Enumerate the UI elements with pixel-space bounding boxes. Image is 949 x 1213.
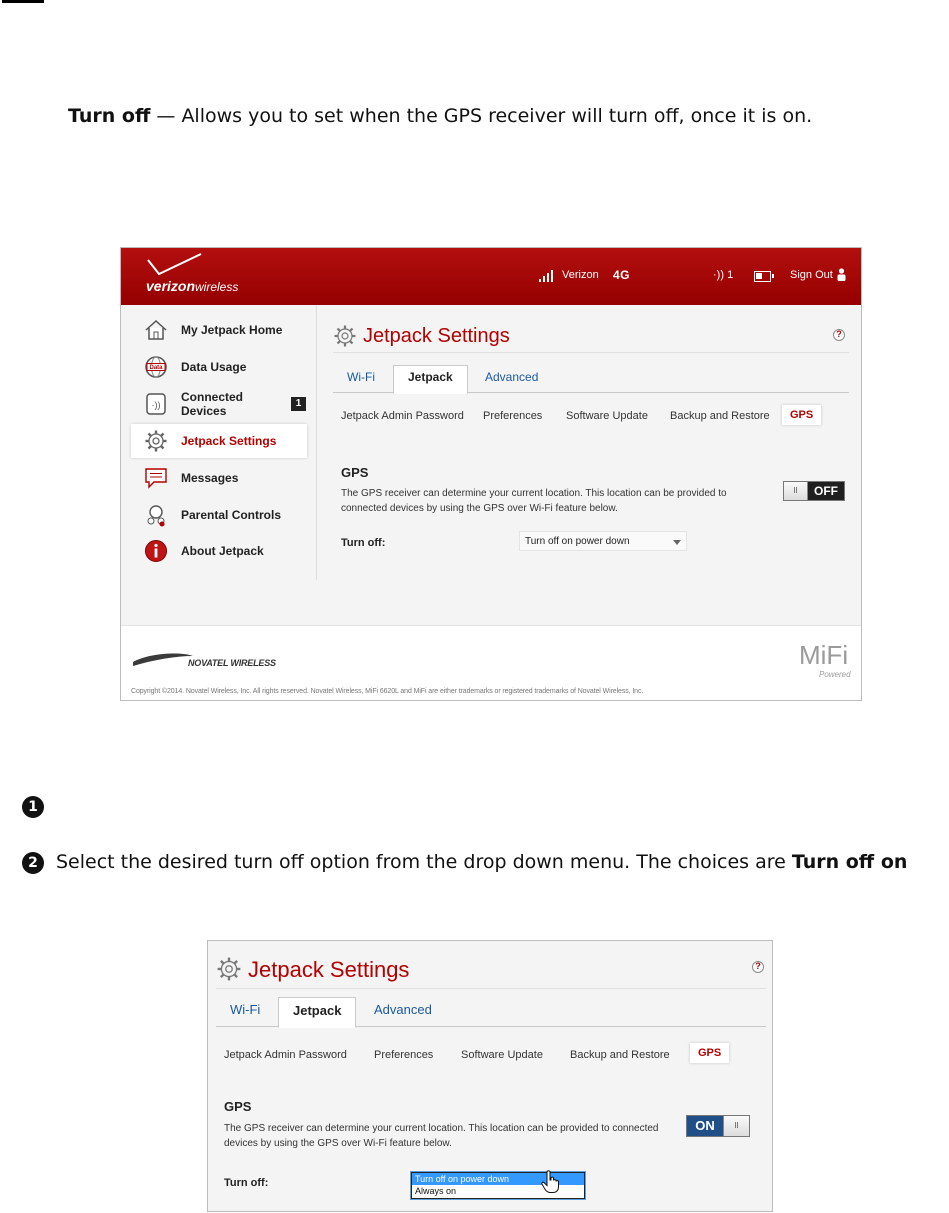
- turn-off-term: Turn off: [68, 105, 151, 127]
- subtab-software-update[interactable]: Software Update: [566, 410, 648, 422]
- svg-text:·)): ·)): [151, 400, 161, 410]
- verizon-logo: [145, 252, 285, 300]
- sidebar-item-messages[interactable]: [131, 461, 307, 495]
- step-2-bold: Turn off on: [791, 851, 908, 873]
- turn-off-label: Turn off:: [341, 537, 386, 549]
- step-2-number: 2: [22, 852, 44, 874]
- screenshot-settings-gps-on: [207, 940, 773, 1212]
- tab-advanced[interactable]: Advanced: [374, 1002, 432, 1017]
- turn-off-label: Turn off:: [224, 1177, 269, 1189]
- sidebar-item-label: Parental Controls: [181, 508, 282, 522]
- toggle-state-label: OFF: [808, 482, 844, 500]
- subtab-preferences[interactable]: Preferences: [374, 1049, 434, 1061]
- page-title: Jetpack Settings: [363, 325, 510, 347]
- settings-tabs: [333, 360, 849, 393]
- step-1-number: 1: [22, 796, 44, 818]
- dropdown-option-always-on[interactable]: Always on: [415, 1186, 457, 1196]
- brand-name: [146, 278, 238, 294]
- subtab-backup-restore[interactable]: Backup and Restore: [570, 1049, 670, 1061]
- sidebar-item-label: Data Usage: [181, 360, 247, 374]
- network-type: 4G: [613, 268, 631, 282]
- subtab-backup-restore[interactable]: Backup and Restore: [670, 410, 770, 422]
- turn-off-select-value: Turn off on power down: [525, 536, 630, 547]
- wifi-clients-indicator[interactable]: [713, 269, 733, 281]
- mifi-logo: MiFi: [799, 640, 849, 670]
- sidebar-item-label: About Jetpack: [181, 544, 264, 558]
- svg-text:Data: Data: [149, 365, 163, 372]
- settings-gear-icon: [333, 324, 357, 348]
- connected-count-badge: 1: [291, 397, 306, 411]
- subtab-admin-password[interactable]: Jetpack Admin Password: [341, 410, 464, 422]
- subtab-gps[interactable]: GPS: [690, 1043, 729, 1063]
- copyright-text: Copyright ©2014. Novatel Wireless, Inc. All rights reserved. Novatel Wireless, MiFi 6620L and MiFi are either trademarks or registered trademarks of Novatel Wireless, Inc.: [131, 688, 644, 695]
- sidebar-item-about-jetpack[interactable]: [131, 534, 307, 568]
- sidebar-nav: [121, 305, 317, 580]
- brand-word: verizon: [146, 278, 196, 294]
- gps-section-title: GPS: [224, 1099, 252, 1114]
- hand-cursor-icon: [541, 1170, 561, 1194]
- page-title: Jetpack Settings: [248, 957, 410, 982]
- page-title-row: [216, 953, 766, 989]
- sidebar-item-jetpack-settings[interactable]: [131, 424, 307, 458]
- wifi-broadcast-icon: ·)): [713, 269, 724, 281]
- parental-icon: [143, 502, 169, 528]
- step-1: [22, 794, 56, 818]
- sidebar-item-label: Messages: [181, 471, 239, 485]
- sidebar-item-connected-devices[interactable]: [131, 387, 307, 421]
- screenshot-settings-gps-off: [120, 247, 862, 701]
- sidebar-item-label: Jetpack Settings: [181, 434, 277, 448]
- wifi-client-count: 1: [727, 269, 734, 281]
- tab-wifi[interactable]: Wi-Fi: [230, 1002, 261, 1017]
- user-icon: [837, 268, 846, 281]
- info-icon: [143, 538, 169, 564]
- page-title-row: [333, 323, 849, 353]
- data-globe-icon: [143, 354, 169, 380]
- gps-toggle[interactable]: [783, 481, 845, 501]
- subtab-preferences[interactable]: Preferences: [483, 410, 543, 422]
- signal-strength-icon: [539, 270, 555, 282]
- settings-panel: [333, 305, 861, 625]
- help-icon[interactable]: ?: [833, 329, 845, 341]
- tab-jetpack[interactable]: Jetpack: [278, 997, 356, 1028]
- tab-wifi[interactable]: Wi-Fi: [347, 370, 375, 384]
- wifi-device-icon: [143, 391, 169, 417]
- help-icon[interactable]: ?: [752, 961, 764, 973]
- app-footer: [121, 625, 861, 700]
- gps-section-title: GPS: [341, 465, 369, 480]
- brand-suffix: wireless: [195, 280, 239, 294]
- sidebar-item-label: Connected Devices: [181, 390, 244, 418]
- sign-out-link[interactable]: Sign Out: [790, 269, 833, 281]
- tab-advanced[interactable]: Advanced: [485, 370, 539, 384]
- subtab-admin-password[interactable]: Jetpack Admin Password: [224, 1049, 347, 1061]
- toggle-knob: II: [723, 1116, 749, 1136]
- toggle-knob: II: [784, 482, 808, 500]
- gps-description: The GPS receiver can determine your current location. This location can be provided to connected devices by using the GPS over Wi-Fi feature below.: [224, 1123, 659, 1149]
- battery-icon: [754, 271, 771, 282]
- gps-toggle[interactable]: [686, 1115, 750, 1137]
- message-icon: [143, 465, 169, 491]
- gear-icon: [143, 428, 169, 454]
- mifi-powered: Powered: [819, 670, 851, 679]
- sidebar-item-data-usage[interactable]: [131, 350, 307, 384]
- tab-jetpack[interactable]: Jetpack: [393, 365, 468, 394]
- sidebar-item-label: My Jetpack Home: [181, 323, 283, 337]
- app-header: [121, 248, 861, 305]
- chevron-down-icon: [673, 540, 681, 545]
- home-icon: [143, 317, 169, 343]
- dropdown-option-power-down[interactable]: Turn off on power down: [412, 1173, 584, 1185]
- subtabs: [216, 1041, 766, 1065]
- subtab-gps[interactable]: GPS: [782, 405, 821, 425]
- gps-description: The GPS receiver can determine your current location. This location can be provided to connected devices by using the GPS over Wi-Fi feature below.: [341, 488, 727, 514]
- step-2: [22, 850, 907, 874]
- turn-off-desc-text: — Allows you to set when the GPS receiver will turn off, once it is on.: [150, 105, 813, 127]
- verizon-check-icon: [145, 252, 205, 278]
- turn-off-select[interactable]: [519, 531, 687, 551]
- top-rule: [2, 0, 44, 3]
- subtab-software-update[interactable]: Software Update: [461, 1049, 543, 1061]
- carrier-name: Verizon: [562, 269, 599, 281]
- step-2-text: Select the desired turn off option from the drop down menu. The choices are: [56, 851, 792, 873]
- toggle-state-label: ON: [687, 1116, 723, 1136]
- settings-tabs: [216, 991, 766, 1027]
- sidebar-item-parental-controls[interactable]: [131, 498, 307, 532]
- subtabs: [333, 405, 849, 429]
- sidebar-item-home[interactable]: [131, 313, 307, 347]
- novatel-wordmark: NOVATEL WIRELESS: [188, 658, 276, 668]
- turn-off-description: [68, 104, 812, 128]
- settings-gear-icon: [216, 956, 242, 982]
